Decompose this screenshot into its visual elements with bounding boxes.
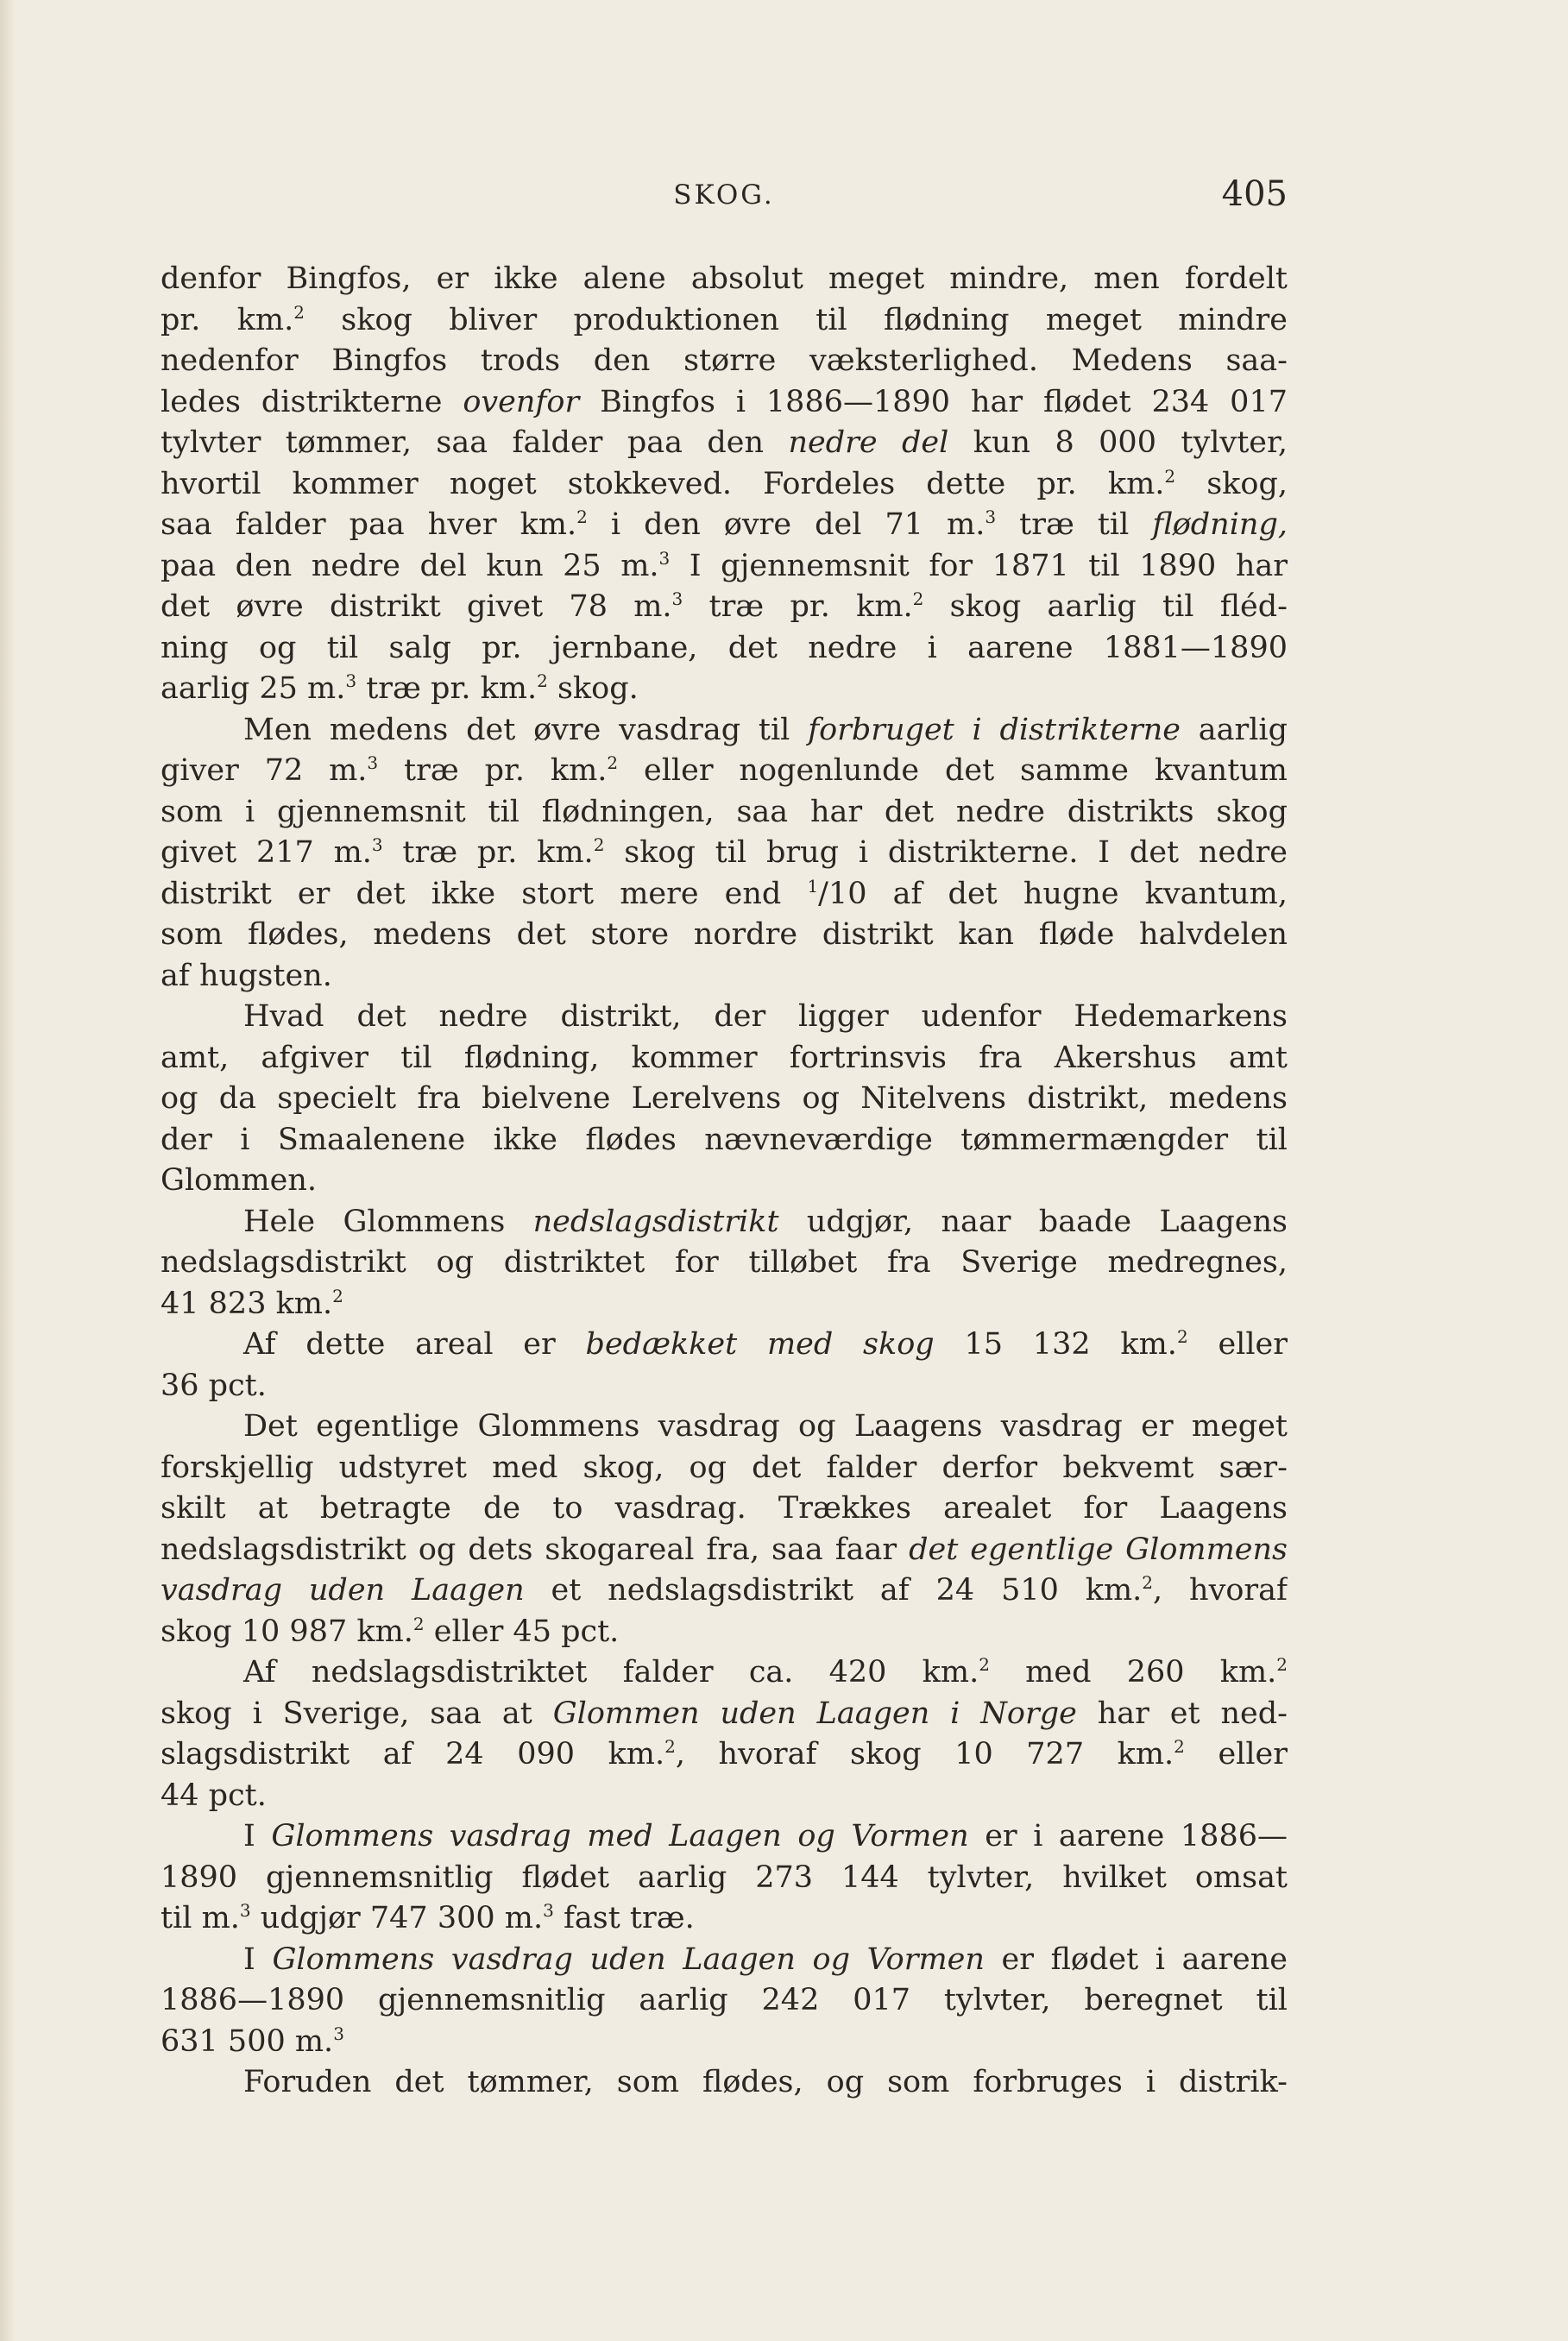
text-line (161, 1734, 1288, 1776)
text-line (161, 1858, 1288, 1899)
text-run: forskjellig udstyret med skog, og det falder derfor bekvemt sær- (161, 1450, 1288, 1485)
text-line (161, 341, 1288, 382)
page-number: 405 (1221, 174, 1288, 214)
text-run: fast træ. (553, 1901, 695, 1935)
text-run: aarlig (1180, 712, 1288, 747)
text-run: og da specielt fra bielvene Lerelvens og Nitelvens distrikt, medens (161, 1081, 1288, 1116)
italic-text: nedre del (788, 425, 949, 460)
text-run: i den øvre del 71 m. (587, 507, 986, 542)
text-run: 41 823 km. (161, 1286, 333, 1321)
text-line (161, 1694, 1288, 1735)
superscript: 2 (1176, 1326, 1188, 1347)
text-line (161, 300, 1288, 342)
text-run: skog bliver produktionen til flødning meget mindre (304, 302, 1288, 337)
text-line (161, 1366, 1288, 1407)
text-run: tylvter tømmer, saa falder paa den (161, 425, 789, 460)
text-line (161, 1570, 1288, 1612)
superscript: 2 (593, 834, 605, 855)
superscript: 3 (985, 507, 997, 527)
superscript: 3 (671, 588, 683, 609)
text-run: denfor Bingfos, er ikke alene absolut meget mindre, men fordelt (161, 261, 1288, 296)
superscript: 3 (333, 2023, 344, 2044)
text-run: udgjør 747 300 m. (250, 1901, 544, 1935)
text-line (161, 1161, 1288, 1202)
superscript: 2 (332, 1285, 343, 1306)
text-run: skog 10 987 km. (161, 1614, 413, 1649)
text-run: I gjennemsnit for 1871 til 1890 har (670, 548, 1288, 583)
text-run: Det egentlige Glommens vasdrag og Laagens vasdrag er meget (243, 1409, 1288, 1444)
body-text (161, 259, 1288, 2104)
text-line (161, 1079, 1288, 1120)
text-run: Af nedslagsdistriktet falder ca. 420 km. (243, 1655, 979, 1690)
superscript: 2 (576, 507, 588, 527)
text-run: 1890 gjennemsnitlig flødet aarlig 273 144 tylvter, hvilket omsat (161, 1860, 1288, 1895)
text-line (161, 464, 1288, 506)
text-line (161, 382, 1288, 424)
text-line (161, 1980, 1288, 2022)
running-head: SKOG. (673, 179, 775, 211)
text-line (161, 710, 1288, 752)
text-run: /10 af det hugne kvantum, (818, 876, 1288, 911)
text-run: udgjør, naar baade Laagens (778, 1204, 1288, 1239)
text-run: nedenfor Bingfos trods den større væksterlighed. Medens saa- (161, 343, 1288, 378)
text-line (161, 423, 1288, 464)
text-run: skog aarlig til fléd- (923, 589, 1288, 624)
superscript: 2 (1174, 1736, 1185, 1757)
text-line (161, 1243, 1288, 1284)
superscript: 3 (345, 670, 357, 691)
text-line (161, 915, 1288, 956)
text-run: I (243, 1941, 273, 1977)
text-line (161, 259, 1288, 300)
text-run: Foruden det tømmer, som flødes, og som forbruges i distrik- (243, 2065, 1288, 2099)
text-run: 36 pct. (161, 1368, 267, 1403)
text-line (161, 1816, 1288, 1858)
text-run: Hele Glommens (243, 1204, 533, 1239)
text-run: træ pr. km. (382, 835, 594, 870)
text-run: Men medens det øvre vasdrag til (243, 712, 809, 747)
text-run: der i Smaalenene ikke flødes nævneværdige tømmermængder til (161, 1122, 1288, 1157)
text-run: 15 132 km. (934, 1327, 1177, 1362)
text-line (161, 1202, 1288, 1243)
text-run: aarlig 25 m. (161, 671, 346, 706)
text-run: giver 72 m. (161, 753, 368, 788)
text-run: pr. km. (161, 302, 294, 337)
text-run: træ til (996, 507, 1153, 542)
text-line (161, 1898, 1288, 1940)
text-run: nedslagsdistrikt og dets skogareal fra, saa faar (161, 1532, 910, 1567)
text-run: I (243, 1819, 272, 1853)
text-run: det øvre distrikt givet 78 m. (161, 589, 672, 624)
superscript: 2 (1276, 1654, 1288, 1675)
text-run: som flødes, medens det store nordre distrikt kan fløde halvdelen (161, 917, 1288, 952)
superscript: 2 (979, 1654, 990, 1675)
text-run: ning og til salg pr. jernbane, det nedre i aarene 1881—1890 (161, 630, 1288, 665)
italic-text: det egentlige Glommens (909, 1532, 1288, 1567)
text-line (161, 1530, 1288, 1571)
superscript: 2 (607, 752, 619, 773)
text-run: som i gjennemsnit til flødningen, saa har det nedre distrikts skog (161, 794, 1288, 829)
text-run: af hugsten. (161, 958, 332, 993)
superscript: 2 (537, 670, 548, 691)
text-line (161, 505, 1288, 546)
superscript: 2 (1164, 465, 1176, 487)
text-run: skog. (547, 671, 639, 706)
text-run: skog i Sverige, saa at (161, 1696, 553, 1731)
text-run: slagsdistrikt af 24 090 km. (161, 1737, 665, 1771)
text-line (161, 1448, 1288, 1489)
text-run: saa falder paa hver km. (161, 507, 577, 542)
italic-text: vasdrag uden Laagen (161, 1573, 525, 1608)
text-run: , hvoraf skog 10 727 km. (675, 1737, 1174, 1771)
text-run: 44 pct. (161, 1778, 267, 1813)
italic-text: forbruget i distrikterne (808, 712, 1181, 747)
text-run: Af dette areal er (243, 1327, 586, 1362)
text-run: , hvoraf (1153, 1573, 1288, 1608)
text-run: kun 8 000 tylvter, (948, 425, 1288, 460)
page-edge-shadow (0, 0, 16, 2341)
text-run: hvortil kommer noget stokkeved. Fordeles dette pr. km. (161, 466, 1165, 501)
italic-text: Glommens vasdrag uden Laagen og Vormen (272, 1941, 985, 1977)
text-line (161, 792, 1288, 834)
text-run: Glommen. (161, 1163, 317, 1198)
superscript: 1 (807, 875, 819, 897)
text-line (161, 1776, 1288, 1817)
text-line (161, 2062, 1288, 2104)
text-run: har et ned- (1076, 1696, 1288, 1731)
text-run: træ pr. km. (683, 589, 913, 624)
text-run: eller (1184, 1737, 1288, 1771)
text-run: ledes distrikterne (161, 384, 463, 419)
text-run: et nedslagsdistrikt af 24 510 km. (524, 1573, 1143, 1608)
text-run: Hvad det nedre distrikt, der ligger udenfor Hedemarkens (243, 999, 1288, 1034)
text-line (161, 546, 1288, 588)
text-line (161, 956, 1288, 997)
text-line (161, 1120, 1288, 1161)
text-run: eller nogenlunde det samme kvantum (618, 753, 1288, 788)
text-line (161, 751, 1288, 792)
text-line (161, 1652, 1288, 1694)
text-run: nedslagsdistrikt og distriktet for tilløbet fra Sverige medregnes, (161, 1245, 1288, 1280)
text-line (161, 1325, 1288, 1366)
text-run: skog, (1175, 466, 1288, 501)
text-line (161, 1284, 1288, 1325)
superscript: 3 (371, 834, 383, 855)
text-line (161, 1488, 1288, 1530)
superscript: 2 (412, 1613, 425, 1634)
text-run: 1886—1890 gjennemsnitlig aarlig 242 017 tylvter, beregnet til (161, 1983, 1288, 2017)
italic-text: bedækket med skog (585, 1327, 935, 1362)
text-run: amt, afgiver til flødning, kommer fortrinsvis fra Akershus amt (161, 1040, 1288, 1075)
superscript: 3 (543, 1900, 554, 1921)
text-run: paa den nedre del kun 25 m. (161, 548, 659, 583)
text-run: givet 217 m. (161, 835, 372, 870)
page-header (161, 174, 1288, 223)
italic-text: nedslagsdistrikt (532, 1204, 779, 1239)
text-line (161, 1612, 1288, 1653)
superscript: 2 (293, 301, 305, 323)
superscript: 2 (912, 588, 924, 609)
text-run: skog til brug i distrikterne. I det nedre (604, 835, 1288, 870)
text-line (161, 833, 1288, 874)
text-line (161, 1940, 1288, 1981)
text-line (161, 587, 1288, 628)
superscript: 2 (664, 1736, 676, 1757)
text-line (161, 2022, 1288, 2063)
superscript: 3 (239, 1900, 251, 1921)
text-run: er flødet i aarene (984, 1941, 1288, 1977)
text-run: til m. (161, 1901, 240, 1935)
italic-text: Glommens vasdrag med Laagen og Vormen (271, 1819, 969, 1853)
text-run: skilt at betragte de to vasdrag. Trækkes arealet for Laagens (161, 1491, 1288, 1526)
italic-text: Glommen uden Laagen i Norge (552, 1696, 1077, 1731)
text-run: 631 500 m. (161, 2023, 334, 2059)
superscript: 2 (1142, 1572, 1154, 1593)
text-line (161, 997, 1288, 1038)
text-line (161, 1406, 1288, 1448)
text-run: træ pr. km. (356, 671, 538, 706)
superscript: 3 (367, 752, 379, 773)
text-line (161, 1038, 1288, 1079)
text-run: Bingfos i 1886—1890 har flødet 234 017 (579, 384, 1288, 419)
italic-text: flødning, (1152, 507, 1288, 542)
text-run: er i aarene 1886— (968, 1819, 1288, 1853)
text-line (161, 669, 1288, 710)
italic-text: ovenfor (463, 384, 580, 419)
text-line (161, 628, 1288, 670)
superscript: 3 (658, 547, 671, 569)
text-run: eller 45 pct. (424, 1614, 620, 1649)
text-run: eller (1187, 1327, 1288, 1362)
text-run: med 260 km. (989, 1655, 1277, 1690)
text-run: træ pr. km. (378, 753, 608, 788)
text-line (161, 874, 1288, 916)
text-run: distrikt er det ikke stort mere end (161, 876, 808, 911)
